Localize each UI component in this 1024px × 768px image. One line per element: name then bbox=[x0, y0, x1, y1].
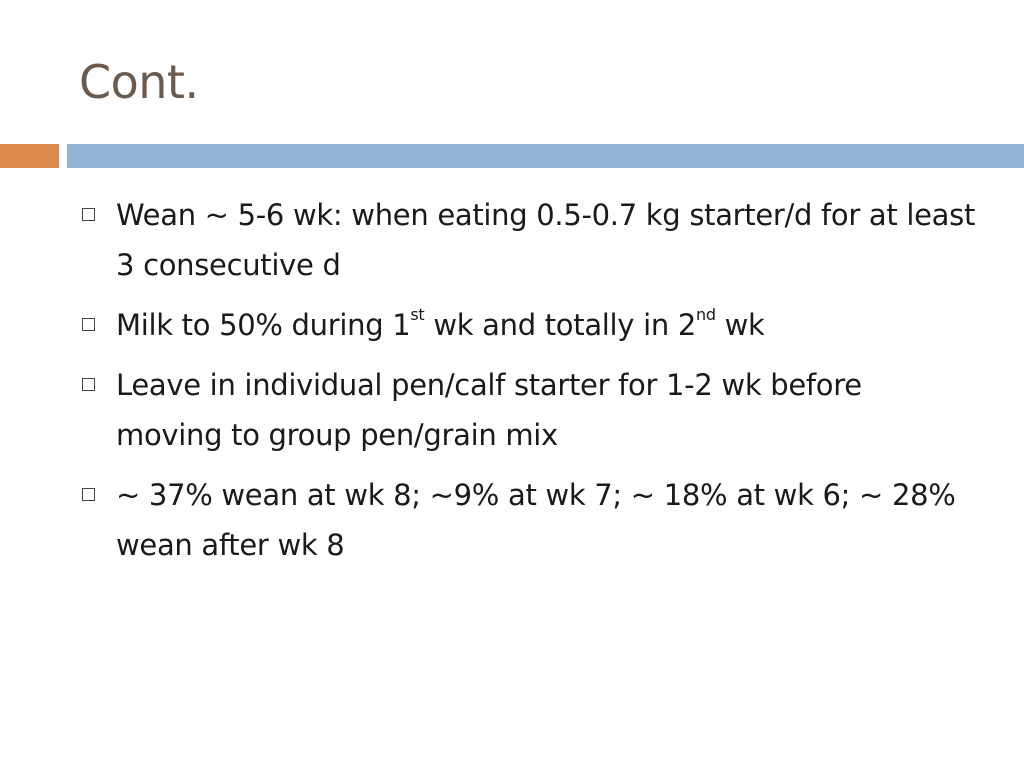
bullet-text-part: wk bbox=[715, 308, 765, 342]
bullet-item bbox=[76, 470, 976, 570]
accent-bar-blue bbox=[67, 144, 1024, 168]
bullet-list bbox=[76, 190, 976, 580]
bullet-text-part: Wean ~ 5-6 wk: when eating 0.5-0.7 kg starter/d for at least 3 consecutive d bbox=[116, 198, 976, 282]
square-bullet-icon bbox=[82, 208, 95, 221]
bullet-text-part: ~ 37% wean at wk 8; ~9% at wk 7; ~ 18% at wk 6; ~ 28% wean after wk 8 bbox=[116, 478, 956, 562]
superscript: nd bbox=[696, 305, 716, 325]
square-bullet-icon bbox=[82, 378, 95, 391]
bullet-text-part: Leave in individual pen/calf starter for 1-2 wk before moving to group pen/grain mix bbox=[116, 368, 862, 452]
bullet-text bbox=[116, 478, 956, 562]
superscript: st bbox=[410, 305, 425, 325]
square-bullet-icon bbox=[82, 318, 95, 331]
bullet-item bbox=[76, 360, 976, 460]
bullet-item bbox=[76, 190, 976, 290]
bullet-text bbox=[116, 305, 765, 342]
slide-title: Cont. bbox=[79, 55, 199, 109]
bullet-text-part: Milk to 50% during 1 bbox=[116, 308, 411, 342]
bullet-text bbox=[116, 198, 975, 282]
square-bullet-icon bbox=[82, 488, 95, 501]
bullet-text bbox=[116, 368, 862, 452]
bullet-item bbox=[76, 300, 976, 350]
accent-bar-orange bbox=[0, 144, 59, 168]
bullet-text-part: wk and totally in 2 bbox=[424, 308, 696, 342]
